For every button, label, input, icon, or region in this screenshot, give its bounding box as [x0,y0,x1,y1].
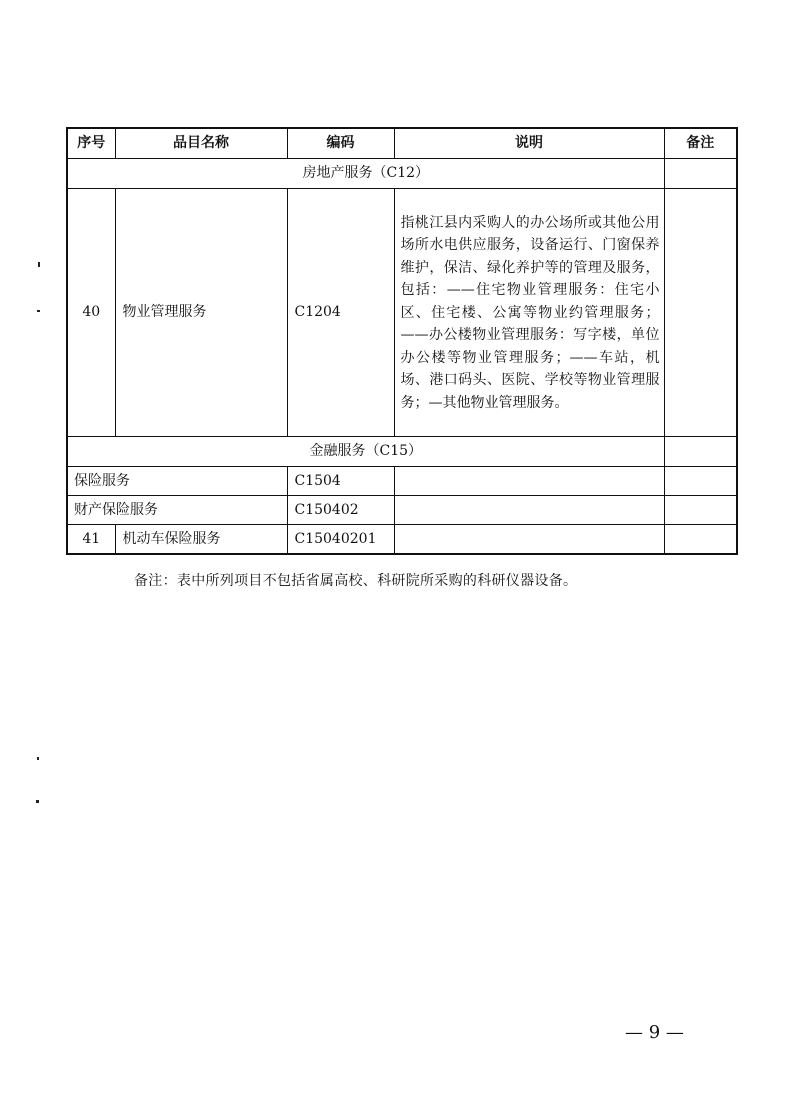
row-desc: 指桃江县内采购人的办公场所或其他公用场所水电供应服务，设备运行、门窗保养维护，保洁、绿化养护等的管理及服务，包括：——住宅物业管理服务：住宅小区、住宅楼、公寓等物业约管理服务；——办公楼物业管理服务：写字楼，单位办公楼等物业管理服务；——车站，机场、港口码头、医院、学校等物业管理服务；—其他物业管理服务。 [394,189,664,437]
scan-speck [37,757,39,760]
procurement-catalog-table [66,127,738,555]
table-row [67,467,737,496]
row-seq: 41 [67,525,115,555]
row-desc [394,525,664,555]
header-desc: 说明 [394,128,664,159]
row-remark [664,189,737,437]
table-header-row [67,128,737,159]
row-desc [394,496,664,525]
scan-speck [36,800,39,803]
row-name: 物业管理服务 [115,189,287,437]
row-code: C150402 [287,496,394,525]
header-seq: 序号 [67,128,115,159]
row-remark [664,467,737,496]
row-seq: 40 [67,189,115,437]
table-footnote: 备注：表中所列项目不包括省属高校、科研院所采购的科研仪器设备。 [134,573,578,589]
row-code: C15040201 [287,525,394,555]
scan-speck [37,310,40,312]
row-desc [394,467,664,496]
category-remark-cell [664,159,737,189]
header-code: 编码 [287,128,394,159]
row-name: 财产保险服务 [67,496,287,525]
category-remark-cell [664,437,737,467]
category-row-finance [67,437,737,467]
row-code: C1204 [287,189,394,437]
page-number: — 9 — [625,1022,684,1043]
category-label: 金融服务（C15） [67,437,664,467]
category-row-real-estate [67,159,737,189]
row-remark [664,525,737,555]
row-name: 保险服务 [67,467,287,496]
table-row [67,189,737,437]
category-label: 房地产服务（C12） [67,159,664,189]
row-name: 机动车保险服务 [115,525,287,555]
header-remark: 备注 [664,128,737,159]
row-remark [664,496,737,525]
header-name: 品目名称 [115,128,287,159]
row-code: C1504 [287,467,394,496]
table-row [67,496,737,525]
table-row [67,525,737,555]
scan-speck [38,262,40,267]
